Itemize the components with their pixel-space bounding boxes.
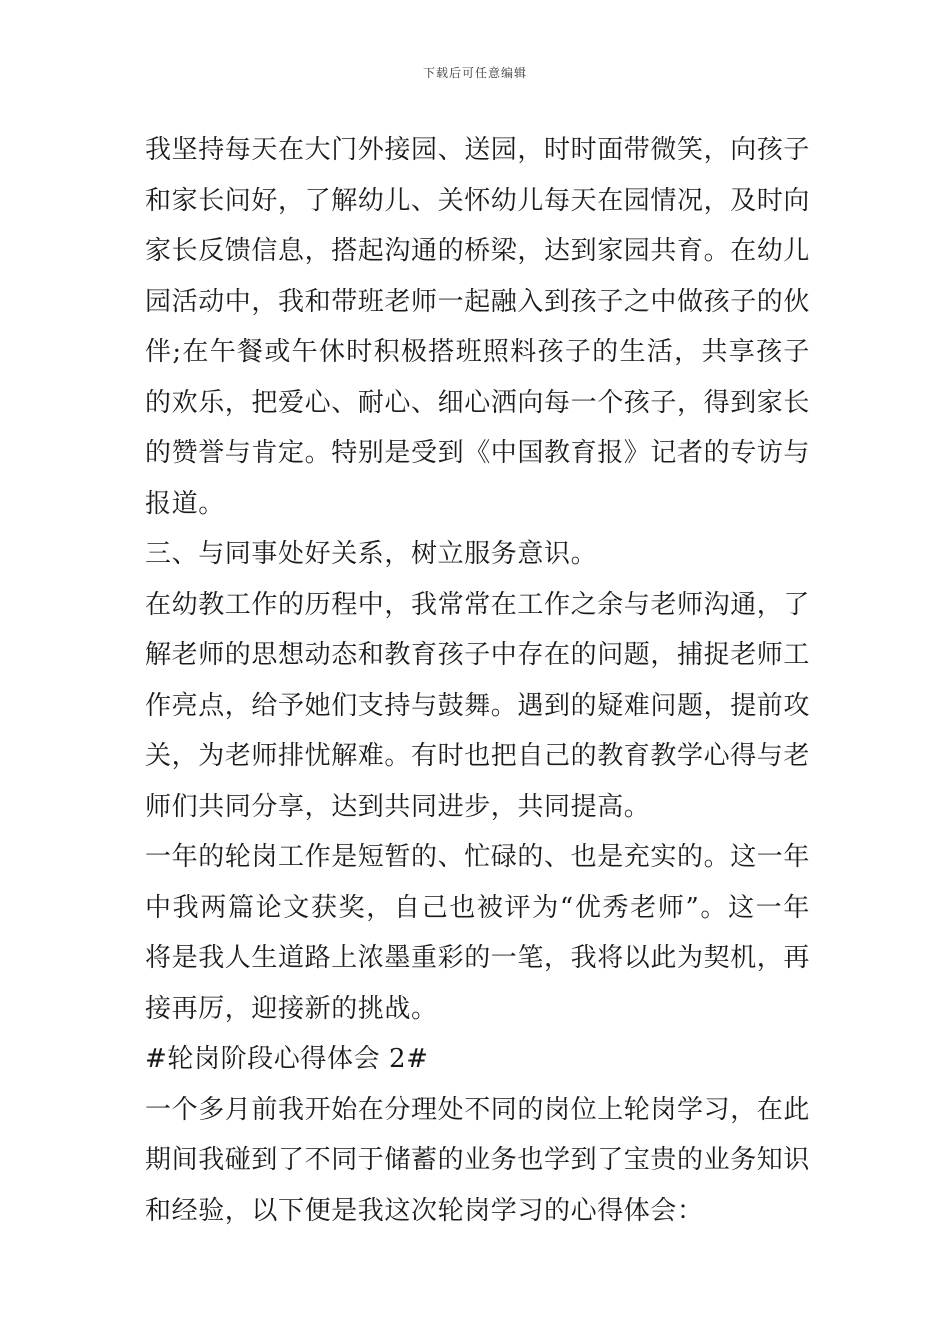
paragraph-year-summary: 一年的轮岗工作是短暂的、忙碌的、也是充实的。这一年中我两篇论文获奖，自己也被评为“优秀老师”。这一年将是我人生道路上浓墨重彩的一笔，我将以此为契机，再接再厉，迎接新的挑战。 — [145, 842, 811, 1024]
section-heading-rotation-2: #轮岗阶段心得体会 2# — [145, 1044, 429, 1074]
section-heading-colleagues: 三、与同事处好关系，树立服务意识。 — [145, 539, 598, 569]
download-note-header: 下载后可任意编辑 — [422, 66, 527, 80]
paragraph-kindergarten-duty: 我坚持每天在大门外接园、送园，时时面带微笑，向孩子和家长问好，了解幼儿、关怀幼儿每天在园情况，及时向家长反馈信息，搭起沟通的桥梁，达到家园共育。在幼儿园活动中，我和带班老师一起融入到孩子之中做孩子的伙伴;在午餐或午休时积极搭班照料孩子的生活，共享孩子的欢乐，把爱心、耐心、细心洒向每一个孩子，得到家长的赞誉与肯定。特别是受到《中国教育报》记者的专访与报道。 — [145, 135, 811, 519]
paragraph-teacher-communication: 在幼教工作的历程中，我常常在工作之余与老师沟通，了解老师的思想动态和教育孩子中存在的问题，捕捉老师工作亮点，给予她们支持与鼓舞。遇到的疑难问题，提前攻关，为老师排忧解难。有时也把自己的教育教学心得与老师们共同分享，达到共同进步，共同提高。 — [145, 589, 811, 822]
paragraph-rotation-intro: 一个多月前我开始在分理处不同的岗位上轮岗学习，在此期间我碰到了不同于储蓄的业务也学到了宝贵的业务知识和经验，以下便是我这次轮岗学习的心得体会： — [145, 1094, 811, 1226]
document-body — [145, 125, 810, 1236]
